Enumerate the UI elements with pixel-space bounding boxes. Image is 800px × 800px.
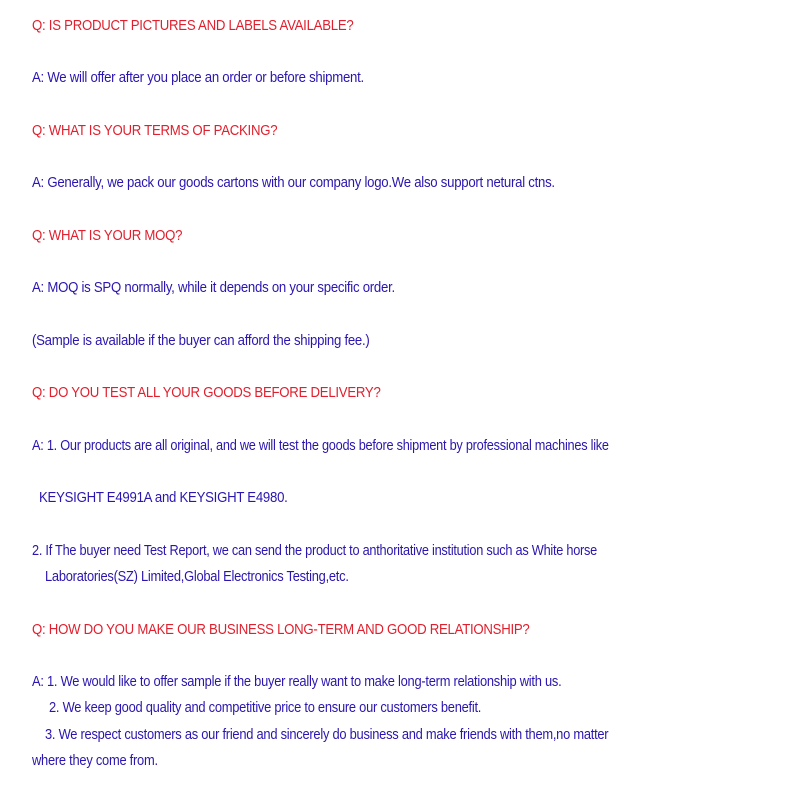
answer-testing-2: 2. If The buyer need Test Report, we can send the product to anthoritative institution such as White horse <box>32 542 598 559</box>
answer-pictures-labels: A: We will offer after you place an order or before shipment. <box>32 69 364 86</box>
question-relationship: Q: HOW DO YOU MAKE OUR BUSINESS LONG-TERM AND GOOD RELATIONSHIP? <box>32 621 530 638</box>
answer-testing-1: A: 1. Our products are all original, and we will test the goods before shipment by professional machines like <box>32 437 609 454</box>
answer-relationship-1: A: 1. We would like to offer sample if the buyer really want to make long-term relationship with us. <box>32 673 562 690</box>
question-testing: Q: DO YOU TEST ALL YOUR GOODS BEFORE DELIVERY? <box>32 384 381 401</box>
question-pictures-labels: Q: IS PRODUCT PICTURES AND LABELS AVAILABLE? <box>32 17 354 34</box>
answer-testing-2-cont: Laboratories(SZ) Limited,Global Electronics Testing,etc. <box>45 568 349 585</box>
answer-packing: A: Generally, we pack our goods cartons with our company logo.We also support netural ctns. <box>32 174 555 191</box>
answer-relationship-3-cont: where they come from. <box>32 752 158 769</box>
answer-moq: A: MOQ is SPQ normally, while it depends on your specific order. <box>32 279 395 296</box>
answer-relationship-3: 3. We respect customers as our friend and sincerely do business and make friends with them,no matter <box>45 726 609 743</box>
answer-relationship-2: 2. We keep good quality and competitive price to ensure our customers benefit. <box>49 699 482 716</box>
question-moq: Q: WHAT IS YOUR MOQ? <box>32 227 183 244</box>
question-packing: Q: WHAT IS YOUR TERMS OF PACKING? <box>32 122 278 139</box>
answer-testing-1-machines: KEYSIGHT E4991A and KEYSIGHT E4980. <box>39 489 288 506</box>
answer-moq-sample-note: (Sample is available if the buyer can afford the shipping fee.) <box>32 332 370 349</box>
